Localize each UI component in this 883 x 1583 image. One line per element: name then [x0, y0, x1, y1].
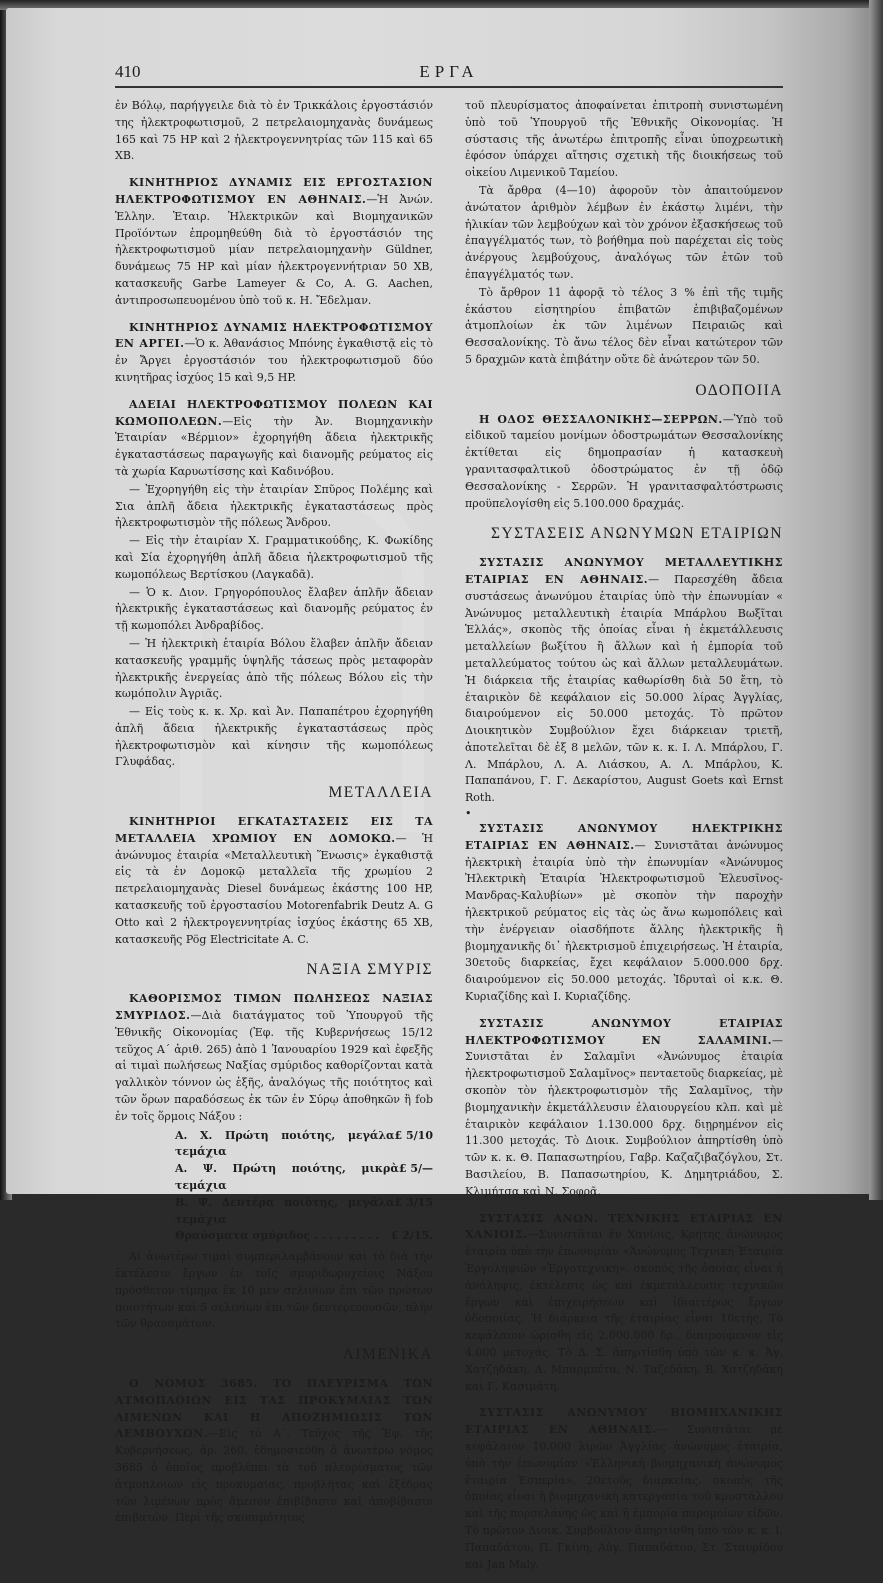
company-lead: ΣΥΣΤΑΣΙΣ ΑΝΩΝΥΜΟΥ ΒΙΟΜΗΧΑΝΙΚΗΣ ΕΤΑΙΡΙΑΣ ΕΝ ΑΘΗΝΑΙΣ. — [465, 1406, 783, 1437]
price-value: £ 3/15 — [394, 1195, 433, 1209]
article-paragraph — [115, 1376, 433, 1527]
bullet-mark: • — [465, 807, 472, 821]
closing-paragraph: Αἱ ἀνωτέρω τιμαὶ συμπεριλαμβάνουν καὶ τὸ διὰ τὴν ἐκτέλεσιν ἔργων ἐν τοῖς σμυριδωρυχείοις Νάξου πρόσθετον τίμημα ἐκ 10 μὲν σελινίων ἐπὶ τῶν πρώτων ποιοτήτων καὶ 5 σελινίων ἐπὶ τῶν δευτερευουσῶν, πλὴν τῶν θραυσμάτων. — [115, 1250, 433, 1331]
company-paragraph — [465, 821, 783, 1006]
left-column — [115, 98, 433, 1583]
section-heading-systaseis: ΣΥΣΤΑΣΕΙΣ ΑΝΩΝΥΜΩΝ ΕΤΑΙΡΙΩΝ — [490, 525, 783, 543]
company-paragraph — [465, 1016, 783, 1201]
article-11-paragraph: Τὸ ἄρθρον 11 ἀφορᾷ τὸ τέλος 3 % ἐπὶ τῆς τιμῆς ἑκάστου εἰσητηρίου ἐπιβατῶν ἐπιβιβαζομένων ἀτμοπλοίων ἐκ τῶν λιμένων Πειραιῶς καὶ Θεσσαλονίκης. Τὸ ἄνω τέλος δὲν εἶναι κατώτερον τῶν 5 δραχμῶν κατὰ ἐπιβάτην οὔτε δὲ ἀνώτερον τῶν 50. — [465, 285, 783, 366]
article-paragraph — [115, 175, 433, 309]
company-body: — Συνιστᾶται ἐν Σαλαμῖνι «Ἀνώνυμος ἑταιρία ἠλεκτροφωτισμοῦ Σαλαμῖνος» πενταετοῦς διαρκείας, μὲ σκοπὸν τὸν ἠλεκτροφωτισμὸν τῆς Σαλαμῖνος, τὴν βιομηχανικὴν ἐκμετάλλευσιν ἐλαιουργείου κλπ. καὶ μὲ ἑταιρικὸν κεφάλαιον 1.130.000 δρχ. διῃρημένον εἰς 11.300 μετοχάς. Τὸ Διοικ. Συμβούλιον ἀπηρτίσθη ὑπὸ τῶν κ. κ. Θ. Παπασωτηρίου, Γαβρ. Καζαζιβαζόγλου, Στ. Βασιλείου, Β. Παπασωτηρίου, Κ. Δημητριάδου, Σ. Κλιμήτσα καὶ Ν. Σοφρᾶ. — [465, 1033, 783, 1198]
company-lead: ΣΥΣΤΑΣΙΣ ΑΝΩΝΥΜΟΥ ΗΛΕΚΤΡΙΚΗΣ ΕΤΑΙΡΙΑΣ ΕΝ ΑΘΗΝΑΙΣ. — [465, 822, 783, 852]
article-body: —Διὰ διατάγματος τοῦ Ὑπουργοῦ τῆς Ἐθνικῆς Οἰκονομίας (Ἐφ. τῆς Κυβερνήσεως 15/12 τεῦχος Α΄ ἀριθ. 265) ἀπὸ 1 Ἰανουαρίου 1929 καὶ ἐφεξῆς αἱ τιμαὶ πωλήσεως Ναξίας σμύριδος καθορίζονται κατὰ γαλλικὸν τόννον ὡς ἑξῆς, ἀναλόγως τῆς ποιότητος καὶ τῶν ὅρων παραδόσεως ἐκ τῶν ἐν Σύρῳ ἀποθηκῶν ἢ fob ἐν τοῖς ὅρμοις Νάξου : — [115, 1009, 433, 1123]
license-item: — Εἰς τοὺς κ. κ. Χρ. καὶ Ἀν. Παπαπέτρου ἐχορηγήθη ἁπλῆ ἄδεια ἠλεκτρικῆς ἐγκαταστάσεως πρὸς ἠλεκτροφωτισμὸν καὶ κίνησιν τῆς κωμοπόλεως Γλυφάδας. — [115, 705, 433, 769]
article-lead: ΚΙΝΗΤΗΡΙΟΣ ΔΥΝΑΜΙΣ ΕΙΣ ΕΡΓΟΣΤΑΣΙΟΝ ΗΛΕΚΤΡΟΦΩΤΙΣΜΟΥ ΕΝ ΑΘΗΝΑΙΣ. — [115, 176, 433, 206]
price-row — [175, 1228, 433, 1245]
articles-4-10-paragraph: Τὰ ἄρθρα (4—10) ἀφοροῦν τὸν ἀπαιτούμενον ἀνώτατον ἀριθμὸν λέμβων ἐν ἑκάστῳ λιμένι, τὴν ἡλικίαν τῶν λεμβούχων καὶ τὸν χρόνον ἐξασκήσεως τοῦ ἐπαγγέλματός των, τὸ βοήθημα ποὺ παρέχεται εἰς τοὺς ἀνέργους λεμβούχους, ἀναλόγως τῶν ἐτῶν τοῦ ἐπαγγέλματός των. — [465, 183, 783, 281]
price-value: £ 5/— — [398, 1162, 433, 1176]
article-body: —Εἰς τὴν Ἀν. Βιομηχανικὴν Ἑταιρίαν «Βέρμιον» ἐχορηγήθη ἄδεια ἠλεκτρικῆς ἐγκαταστάσεως παραγωγῆς καὶ διανομῆς ρεύματος εἰς τὰ χωρία Καρυωτίσσης καὶ Καδινόβου. — [115, 414, 433, 478]
two-column-body — [115, 98, 783, 1583]
company-paragraph — [465, 1211, 783, 1396]
article-body: — Ἡ ἀνώνυμος ἑταιρία «Μεταλλευτικὴ Ἕνωσις» ἐγκαθιστᾷ εἰς τὰ ἐν Δομοκῷ μεταλλεῖα τῆς χρωμίου 2 πετρελαιομηχανὰς Diesel δυνάμεως ἑκάστης 100 HP, κατασκευῆς τοῦ ἐργοστασίου Motorenfabrik Deutz A. G Otto καὶ 2 ἠλεκτρογεννητρίας ἰσχύος ἑκάστης 65 ΧΒ, κατασκευῆς Pög Electricitate A. C. — [115, 831, 433, 946]
article-body: —Ὑπὸ τοῦ εἰδικοῦ ταμείου μονίμων ὁδοστρωμάτων Θεσσαλονίκης ἐκτίθεται εἰς δημοπρασίαν ἡ κατασκευὴ γρανιτασφαλτικοῦ ὁδοστρώματος ἐν τῇ ὁδῷ Θεσσαλονίκης - Σερρῶν. Ἡ γρανιτασφαλτόστρωσις προϋπελογίσθη εἰς 5.100.000 δραχμάς. — [465, 412, 783, 510]
price-row — [175, 1161, 433, 1195]
price-label: Α. Χ. Πρώτη ποιότης, μεγάλα τεμάχια — [175, 1128, 395, 1159]
page-header — [115, 60, 783, 88]
license-item: — Ἡ ἠλεκτρικὴ ἑταιρία Βόλου ἔλαβεν ἁπλῆν ἄδειαν κατασκευῆς γραμμῆς ὑψηλῆς τάσεως πρὸς μεταφορὰν ἠλεκτρικῆς ἐνεργείας ἀπὸ τῆς πόλεως Βόλου εἰς τὴν κωμόπολιν Ἀγριᾶς. — [115, 636, 433, 701]
company-lead: ΣΥΣΤΑΣΙΣ ΑΝΩΝΥΜΟΥ ΜΕΤΑΛΛΕΥΤΙΚΗΣ ΕΤΑΙΡΙΑΣ ΕΝ ΑΘΗΝΑΙΣ. — [465, 556, 783, 586]
price-row — [175, 1128, 433, 1162]
section-heading-metalleia: ΜΕΤΑΛΛΕΙΑ — [328, 784, 433, 802]
price-label: Β. Ψ. Δευτέρα ποιότης, μεγάλα τεμάχια — [175, 1195, 395, 1226]
right-column — [465, 98, 783, 1583]
article-lead: ΚΙΝΗΤΗΡΙΟΙ ΕΓΚΑΤΑΣΤΑΣΕΙΣ ΕΙΣ ΤΑ ΜΕΤΑΛΛΕΙΑ ΧΡΩΜΙΟΥ ΕΝ ΔΟΜΟΚΩ. — [115, 815, 433, 845]
article-lead: Η ΟΔΟΣ ΘΕΣΣΑΛΟΝΙΚΗΣ—ΣΕΡΡΩΝ. — [479, 412, 723, 426]
article-paragraph — [115, 991, 433, 1125]
intro-paragraph: ἐν Βόλῳ, παρήγγειλε διὰ τὸ ἐν Τρικκάλοις ἐργοστάσιόν της ἠλεκτροφωτισμοῦ, 2 πετρελαιομηχανὰς δυνάμεως 165 καὶ 75 HP καὶ 2 ἠλεκτρογεννητρίας τῶν 115 καὶ 65 ΧΒ. — [115, 99, 433, 163]
article-body: —Ἡ Ἀνών. Ἑλλην. Ἑταιρ. Ἠλεκτρικῶν καὶ Βιομηχανικῶν Προϊόντων ἐπρομηθεύθη διὰ τὸ ἐργοστάσιόν της ἠλεκτροφωτισμοῦ μίαν πετρελαιομηχανὴν Güldner, δυνάμεως 75 HP καὶ μίαν ἠλεκτρογεννήτριαν 50 ΧΒ, κατασκευῆς Garbe Lameyer & Co, A. G. Aachen, ἀντιπροσωπευομένου ὑπὸ τοῦ κ. Η. Ἔδελμαν. — [115, 192, 433, 307]
company-body: — Παρεσχέθη ἄδεια συστάσεως ἀνωνύμου ἑταιρίας ὑπὸ τὴν ἐπωνυμίαν « Ἀνώνυμος μεταλλευτικὴ ἑταιρία Μπάρλου Βωξῖται Ἑλλάς», σκοπὸς τῆς ὁποίας εἶναι ἡ ἐκμετάλλευσις μεταλλείων βωξίτου ἢ ἄλλων καὶ ἡ ἐμπορία τοῦ μεταλλεύματος τούτου ὡς καὶ ἄλλων μεταλλευμάτων. Ἡ διάρκεια τῆς ἑταιρίας καθωρίσθη διὰ 50 ἔτη, τὸ ἑταιρικὸν δὲ κεφάλαιον εἰς 50.000 λίρας Ἀγγλίας, διαιρούμενον εἰς 50.000 μετοχάς. Τὸ πρῶτον Διοικητικὸν Συμβούλιον ἔχει διάρκειαν τριετῆ, ἀποτελεῖται δὲ ἐξ 8 μελῶν, τῶν κ. κ. Ι. Λ. Μπάρλου, Γ. Λ. Μπάρλου, Λ. Α. Λιάσκου, Α. Λ. Μπάρλου, Κ. Παπαπάνου, Γ. Γ. Δεκαρίστου, August Goets καὶ Ernst Roth. — [465, 572, 783, 805]
price-value: £ 2/15. — [390, 1229, 433, 1243]
company-lead: ΣΥΣΤΑΣΙΣ ΑΝΩΝΥΜΟΥ ΕΤΑΙΡΙΑΣ ΗΛΕΚΤΡΟΦΩΤΙΣΜΟΥ ΕΝ ΣΑΛΑΜΙΝΙ. — [465, 1016, 783, 1047]
price-label: Α. Ψ. Πρώτη ποιότης, μικρὰ τεμάχια — [175, 1162, 399, 1193]
license-item: — Ὁ κ. Διον. Γρηγορόπουλος ἔλαβεν ἁπλῆν ἄδειαν ἠλεκτρικῆς ἐγκαταστάσεως καὶ διανομῆς ρεύματος ἐν τῇ κωμοπόλει Ἀνδραβίδος. — [115, 585, 433, 633]
company-body: —Συνιστᾶται ἐν Χανίοις, Κρήτης ἀνώνυμος ἑταιρία ὑπὸ τὴν ἐπωνυμίαν «Ἀνώνυμος Τεχνικὴ Ἑταιρία Ἐργοληψιῶν «Ἐργοτεχνική», σκοπὸς τῆς ὁποίας εἶναι ἡ ἀνάληψις, ἐκτέλεσις ὡς καὶ ἐκμετάλλευσις τεχνικῶν ἔργων καὶ ἐπιχειρήσεων καὶ ἰδιαιτέρως ἔργων ὁδοποιίας. Ἡ διάρκεια τῆς ἑταιρίας εἶναι 10ετής. Τὸ κεφάλαιον ὡρίσθη εἰς 2.000.000 δρ., διαιρούμενον εἰς 4.000 μετοχάς. Τὸ Δ. Σ. ἀπηρτίσθη ὑπὸ τῶν κ. κ. Ἀγ. Χατζηδάκη, Δ. Μπαρμπέτα, Ν. Ταζεδάκη, Β. Χατζηδάκη καὶ Γ. Κασιμάτη. — [465, 1228, 783, 1393]
article-paragraph — [115, 814, 433, 948]
article-lead: Ο ΝΟΜΟΣ 3685. ΤΟ ΠΛΕΥΡΙΣΜΑ ΤΩΝ ΑΤΜΟΠΛΟΙΩΝ ΕΙΣ ΤΑΣ ΠΡΟΚΥΜΑΙΑΣ ΤΩΝ ΛΙΜΕΝΩΝ ΚΑΙ Η ΑΠΟΖΗΜΙΩΣΙΣ ΤΩΝ ΛΕΜΒΟΥΧΩΝ. — [115, 1376, 433, 1441]
journal-page — [115, 60, 783, 1583]
company-body: — Συνιστᾶται μὲ κεφάλαιον 10.000 λιρῶν Ἀγγλίας ἀνώνυμος ἑταιρία, ὑπὸ τὴν ἐπωνυμίαν «Ἑλληνικὴ βιομηχανικὴ ἀνώνυμος ἑταιρία Ἑσπερία», 20ετοῦς διαρκείας, σκοπὸς τῆς ὁποίας εἶναι ἡ βιομηχανικὴ κατεργασία τοῦ κρυστάλλου καὶ τῆς πορσελάνης ὡς καὶ ἡ ἐμπορία παρομοίων εἰδῶν. Τὸ πρῶτον Διοικ. Συμβούλιον ἀπηρτίσθη ὑπὸ τῶν κ. κ. Ι. Παπαδάτου, Π. Γκίνη, Αὐγ. Παπαδάτου, Στ. Σταυρίδου καὶ Jan Maly. — [465, 1423, 783, 1571]
company-lead: ΣΥΣΤΑΣΙΣ ΑΝΩΝ. ΤΕΧΝΙΚΗΣ ΕΤΑΙΡΙΑΣ ΕΝ ΧΑΝΙΟΙΣ. — [465, 1211, 783, 1242]
price-label: Θραύσματα σμύριδος . . . . . . . . . — [175, 1229, 380, 1243]
section-heading-odopoiia: ΟΔΟΠΟΙΙΑ — [695, 381, 783, 399]
price-list — [175, 1128, 433, 1246]
section-heading-limenika: ΛΙΜΕΝΙΚΑ — [342, 1346, 433, 1364]
article-paragraph — [465, 412, 783, 513]
article-body: —Ὁ κ. Ἀθανάσιος Μπόνης ἐγκαθιστᾷ εἰς τὸ ἐν Ἄργει ἐργοστάσιόν του ἠλεκτροφωτισμοῦ δύο κινητῆρας ἰσχύος 15 καὶ 9,5 HP. — [115, 337, 433, 384]
page-number: 410 — [115, 62, 141, 81]
continuation-paragraph: τοῦ πλευρίσματος ἀποφαίνεται ἐπιτροπὴ συνιστωμένη ὑπὸ τοῦ Ὑπουργοῦ τῆς Ἐθνικῆς Οἰκονομίας. Ἡ σύστασις τῆς ἀνωτέρω ἐπιτροπῆς εἶναι ὑποχρεωτικὴ ἐφόσον ὑπάρχει αἴτησις σχετικὴ τῆς διοικήσεως τοῦ οἰκείου Λιμενικοῦ Ταμείου. — [465, 99, 783, 180]
scan-right-edge — [869, 0, 883, 1200]
license-item: — Ἐχορηγήθη εἰς τὴν ἑταιρίαν Σπῦρος Πολέμης καὶ Σια ἁπλῆ ἄδεια ἠλεκτρικῆς ἐγκαταστάσεως πρὸς ἠλεκτροφωτισμὸν τῆς πόλεως Ἄνδρου. — [115, 482, 433, 530]
article-paragraph — [115, 320, 433, 387]
article-lead: ΚΑΘΟΡΙΣΜΟΣ ΤΙΜΩΝ ΠΩΛΗΣΕΩΣ ΝΑΞΙΑΣ ΣΜΥΡΙΔΟΣ. — [115, 992, 433, 1023]
company-paragraph — [465, 555, 783, 807]
section-heading-naxia: ΝΑΞΙΑ ΣΜΥΡΙΣ — [306, 961, 433, 979]
article-lead: ΑΔΕΙΑΙ ΗΛΕΚΤΡΟΦΩΤΙΣΜΟΥ ΠΟΛΕΩΝ ΚΑΙ ΚΩΜΟΠΟΛΕΩΝ. — [115, 397, 433, 428]
article-lead: ΚΙΝΗΤΗΡΙΟΣ ΔΥΝΑΜΙΣ ΗΛΕΚΤΡΟΦΩΤΙΣΜΟΥ ΕΝ ΑΡΓΕΙ. — [115, 320, 433, 351]
article-paragraph — [115, 397, 433, 481]
article-body: —Εἰς τὸ Α΄. Τεῦχος τῆς Ἐφ. τῆς Κυβερνήσεως, ἀρ. 260, ἐδημοσιεύθη ὁ ἀνωτέρω νόμος 3685 ὁ ὁποῖος προβλέπει τὰ τοῦ πλευρίσματος τῶν ἀτμοπλοίων εἰς προκυμαίας, προβλῆτας καὶ ἐξέδρας τῶν λιμένων πρὸς ἄμεσον ἐπιβίβασιν καὶ ἀποβίβασιν ἐπιβατῶν. Περὶ τῆς σκοπιμότητος — [115, 1427, 433, 1525]
company-paragraph — [465, 1405, 783, 1573]
company-body: — Συνιστᾶται ἀνώνυμος ἠλεκτρικὴ ἑταιρία ὑπὸ τὴν ἐπωνυμίαν «Ἀνώνυμος Ἠλεκτρικὴ Ἑταιρία Ἠλεκτροφωτισμοῦ Ἐλευσῖνος-Μανδρας-Καλυβίων» μὲ σκοπὸν τὴν παροχὴν ἠλεκτρικοῦ ρεύματος εἰς τὰς ὡς ἄνω κωμοπόλεις καὶ τὴν ἐνέργειαν οἱασδήποτε ἄλλης ἠλεκτρικῆς ἢ βιομηχανικῆς δι᾽ ἠλεκτρισμοῦ ἐπιχειρήσεως. Ἡ ἑταιρία, 30ετοῦς διαρκείας, ἔχει κεφάλαιον 5.000.000 δρχ. διαιρούμενον εἰς 50.000 μετοχάς. Ἱδρυταὶ οἱ κ.κ. Θ. Κυριαζίδης καὶ Ι. Κυριαζίδης. — [465, 838, 783, 1004]
license-item: — Εἰς τὴν ἑταιρίαν Χ. Γραμματικούδης, Κ. Φωκίδης καὶ Σία ἐχορηγήθη ἁπλῆ ἄδεια ἠλεκτροφωτισμοῦ τῆς κωμοπόλεως Βερτίσκου (Λαγκαδᾶ). — [115, 534, 433, 581]
running-title: ΕΡΓΑ — [419, 62, 479, 81]
price-value: £ 5/10 — [394, 1128, 433, 1142]
